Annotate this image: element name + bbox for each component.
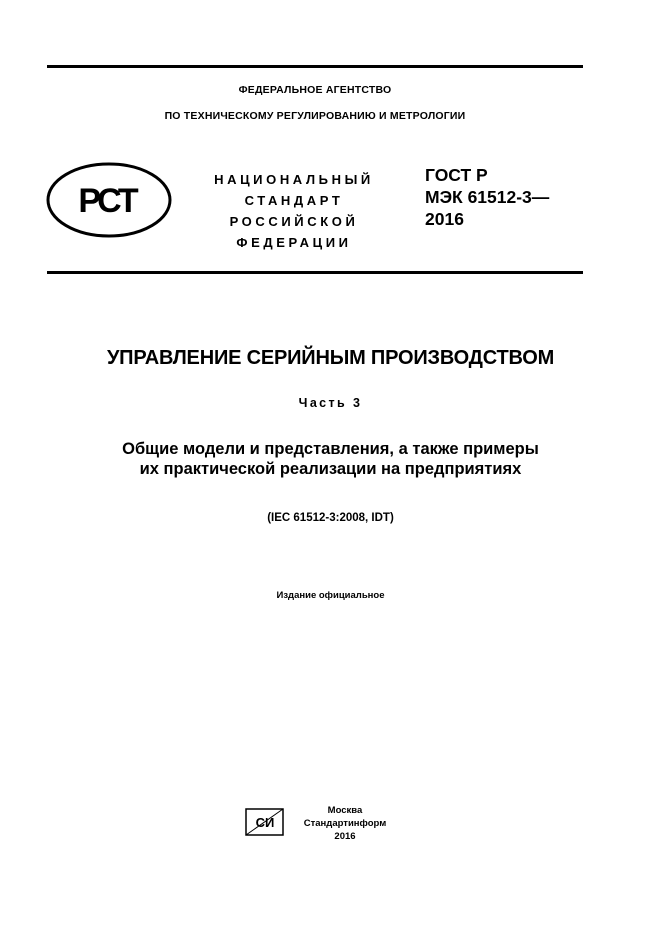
- national-standard-block: [196, 169, 392, 253]
- publisher-block: [300, 804, 390, 843]
- subtitle-line-1: Общие модели и представления, а также примеры: [122, 440, 539, 458]
- publisher-name: Стандартинформ: [303, 818, 387, 829]
- agency-line-1: ФЕДЕРАЛЬНОЕ АГЕНТСТВО: [238, 84, 392, 96]
- part-label: Часть 3: [298, 396, 363, 410]
- designation-line-3: 2016: [425, 209, 464, 229]
- designation-line-1: ГОСТ Р: [425, 165, 488, 185]
- rst-mark-icon: [46, 162, 172, 238]
- middle-rule-divider: [47, 271, 583, 274]
- document-title: УПРАВЛЕНИЕ СЕРИЙНЫМ ПРОИЗВОДСТВОМ: [106, 347, 555, 369]
- subtitle-line-2: их практической реализации на предприятиях: [139, 460, 522, 478]
- rst-mark-text: РСТ: [78, 182, 136, 220]
- document-subtitle: [20, 439, 641, 479]
- designation-line-2: МЭК 61512-3—: [425, 187, 550, 207]
- publisher-logo-text: СИ: [255, 815, 275, 830]
- publisher-city: Москва: [327, 805, 363, 816]
- edition-note: Издание официальное: [276, 590, 385, 601]
- standard-designation: [425, 164, 549, 230]
- standartinform-logo-icon: [245, 808, 284, 836]
- agency-line-2: ПО ТЕХНИЧЕСКОМУ РЕГУЛИРОВАНИЮ И МЕТРОЛОГИИ: [164, 110, 466, 122]
- national-standard-line-1: НАЦИОНАЛЬНЫЙ: [214, 172, 374, 187]
- iec-reference: (IEC 61512-3:2008, IDT): [267, 512, 394, 524]
- top-rule-divider: [47, 65, 583, 68]
- national-standard-line-4: ФЕДЕРАЦИИ: [236, 235, 352, 250]
- national-standard-line-2: СТАНДАРТ: [244, 193, 344, 208]
- publisher-year: 2016: [334, 831, 356, 842]
- national-standard-line-3: РОССИЙСКОЙ: [229, 214, 359, 229]
